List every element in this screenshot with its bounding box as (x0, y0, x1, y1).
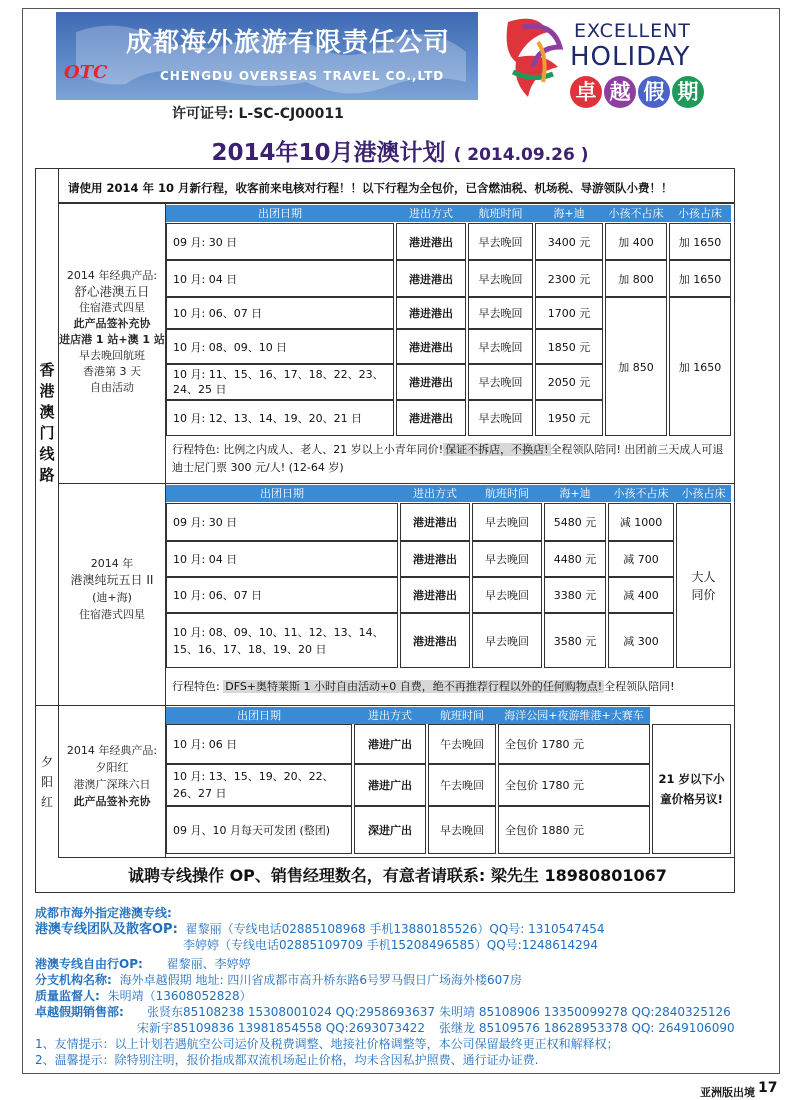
table-row-date: 10 月: 04 日 (166, 541, 398, 577)
product-line: 住宿港式四星 (79, 608, 145, 621)
brand-char: 越 (604, 76, 636, 108)
table-cell-price: 4480 元 (544, 541, 606, 577)
merged-text: 大人 (691, 569, 716, 584)
contact-row (35, 972, 755, 988)
table-row-date: 10 月: 12、13、14、19、20、21 日 (166, 400, 394, 436)
company-logo-banner (56, 12, 478, 100)
product-line: 港澳广深珠六日 (73, 778, 151, 791)
feature-text: 行程特色: (172, 680, 220, 693)
header-flight: 航班时间 (440, 709, 484, 722)
feature-highlight: 保证不拆店，不换店! (445, 443, 549, 456)
table-row-date: 09 月: 30 日 (166, 503, 398, 541)
table-cell-child-nobed: 减 1000 (608, 503, 674, 541)
header-price: 海+迪 (559, 487, 591, 500)
table-cell-child-bed-merged (676, 503, 731, 668)
brand-char: 假 (638, 76, 670, 108)
contact-label: 分支机构名称: (35, 973, 112, 987)
header-date: 出团日期 (237, 709, 281, 722)
table-cell-child-nobed-merged: 加 850 (605, 297, 667, 436)
table-cell-flight: 早去晚回 (468, 364, 533, 400)
table-cell-mode: 港进港出 (400, 541, 470, 577)
table-cell-flight: 早去晚回 (472, 541, 542, 577)
table-cell-price: 3380 元 (544, 577, 606, 613)
note-text: 童价格另议! (660, 792, 723, 806)
section2-header-row (166, 485, 731, 502)
table-cell-mode: 港进广出 (354, 764, 426, 806)
recruit-banner: 诚聘专线操作 OP、销售经理数名，有意者请联系: 梁先生 18980801067 (58, 857, 734, 892)
table-row-date: 10 月: 11、15、16、17、18、22、23、24、25 日 (166, 364, 394, 400)
contact-text: 翟黎丽（专线电话02885108968 手机13880185526）QQ号: 1310547454 (185, 922, 605, 936)
header-mode: 进出方式 (413, 487, 457, 500)
table-cell-child-bed-merged: 加 1650 (669, 297, 731, 436)
footer-publication: 亚洲版出境 (700, 1086, 755, 1099)
contact-label: 质量监督人: (35, 989, 100, 1003)
table-right-border (734, 168, 735, 893)
product-line: 香港第 3 天 (83, 365, 141, 378)
header-date: 出团日期 (260, 487, 304, 500)
feature-text: 全程领队陪同! (604, 680, 675, 693)
table-cell-child-note (652, 724, 731, 854)
title-date: ( 2014.09.26 ) (453, 145, 589, 165)
table-cell-child-nobed: 减 700 (608, 541, 674, 577)
header-price: 海+迪 (553, 207, 585, 220)
page-number: 17 (758, 1080, 778, 1096)
table-cell-price: 3580 元 (544, 613, 606, 668)
table-cell-mode: 深进广出 (354, 806, 426, 854)
feature-highlight: DFS+奥特莱斯 1 小时自由活动+0 自费，绝不再推荐行程以外的任何购物点! (225, 680, 603, 693)
table-cell-flight: 早去晚回 (472, 503, 542, 541)
section1-header-row (166, 205, 731, 222)
contact-row (35, 1020, 755, 1036)
contact-text: 翟黎丽、李婷婷 (166, 957, 251, 971)
brand-en-line2: HOLIDAY (570, 42, 691, 72)
license-number: 许可证号: L-SC-CJ00011 (172, 106, 344, 122)
brand-en-line1: EXCELLENT (574, 20, 691, 42)
table-cell-flight: 早去晚回 (468, 260, 533, 297)
table-cell-price: 1850 元 (535, 329, 603, 364)
header-date: 出团日期 (258, 207, 302, 220)
product-line: 2014 年 (90, 557, 134, 570)
table-cell-child-nobed: 加 400 (605, 223, 667, 260)
table-row-date: 10 月: 08、09、10 日 (166, 329, 394, 364)
product-line: 住宿港式四星 (79, 301, 145, 314)
table-cell-price: 1950 元 (535, 400, 603, 436)
region-char: 澳 (39, 403, 55, 421)
divider (58, 705, 735, 706)
contact-row (35, 988, 755, 1004)
region-label-hk-macau (36, 360, 58, 486)
table-row-date: 10 月: 13、15、19、20、22、26、27 日 (166, 764, 352, 806)
notice-text: 请使用 2014 年 10 月新行程，收客前来电核对行程！！以下行程为全包价，已含燃油税、机场税、导游领队小费！！ (58, 174, 734, 203)
product-line: 2014 年经典产品: (66, 744, 158, 757)
table-cell-price: 3400 元 (535, 223, 603, 260)
section1-feature (166, 437, 734, 483)
table-cell-mode: 港进港出 (396, 364, 466, 400)
table-row-date: 09 月、10 月每天可发团 (整团) (166, 806, 352, 854)
title-main: 2014年10月港澳计划 (211, 140, 446, 166)
divider (58, 483, 735, 484)
region-char: 夕 (40, 755, 53, 769)
product-line: 此产品签补充协 (73, 317, 151, 330)
table-cell-price: 全包价 1780 元 (498, 724, 650, 764)
tip-row: 1、友情提示：以上计划若遇航空公司运价及税费调整、地接社价格调整等，本公司保留最终更正权和解释权； (35, 1037, 619, 1051)
table-cell-flight: 早去晚回 (428, 806, 496, 854)
region-char: 路 (39, 466, 55, 484)
contact-text: 李婷婷（专线电话02885109709 手机15208496585）QQ号:1248614294 (183, 938, 599, 952)
header-child-bed: 小孩占床 (678, 207, 722, 220)
contact-label: 港澳专线自由行OP: (35, 957, 143, 971)
table-cell-flight: 早去晚回 (472, 613, 542, 668)
header-flight: 航班时间 (485, 487, 529, 500)
table-cell-child-bed: 加 1650 (669, 223, 731, 260)
table-cell-flight: 早去晚回 (472, 577, 542, 613)
table-row-date: 10 月: 06、07 日 (166, 577, 398, 613)
table-cell-price: 2050 元 (535, 364, 603, 400)
table-row-date: 10 月: 06 日 (166, 724, 352, 764)
contact-text: 张贤东85108238 15308001024 QQ:2958693637 (147, 1005, 435, 1019)
section2-product-info (59, 555, 165, 623)
contact-row (35, 956, 755, 972)
header-flight: 航班时间 (478, 207, 523, 220)
table-cell-mode: 港进广出 (354, 724, 426, 764)
table-cell-price: 全包价 1880 元 (498, 806, 650, 854)
product-line: 2014 年经典产品: (66, 269, 158, 282)
contacts-block (35, 905, 755, 1068)
table-cell-price: 5480 元 (544, 503, 606, 541)
table-cell-mode: 港进港出 (396, 400, 466, 436)
table-cell-child-nobed: 减 300 (608, 613, 674, 668)
region-char: 阳 (40, 775, 53, 789)
note-text: 21 岁以下小 (658, 772, 725, 786)
excellent-holiday-logo (498, 12, 728, 110)
table-cell-mode: 港进港出 (400, 613, 470, 668)
brand-swirl-icon (498, 12, 570, 108)
product-line: 早去晚回航班 (79, 349, 145, 362)
table-cell-child-nobed: 减 400 (608, 577, 674, 613)
product-name: 港澳纯玩五日 II (70, 573, 154, 587)
region-char: 红 (40, 795, 53, 809)
table-cell-mode: 港进港出 (396, 260, 466, 297)
brand-char: 卓 (570, 76, 602, 108)
table-cell-mode: 港进港出 (400, 577, 470, 613)
table-cell-mode: 港进港出 (400, 503, 470, 541)
table-row-date: 09 月: 30 日 (166, 223, 394, 260)
tip-row: 2、温馨提示：除特别注明，报价指成都双流机场起止价格，均未含因私护照费、通行证办证费. (35, 1053, 539, 1067)
contact-label: 卓越假期销售部: (35, 1005, 124, 1019)
feature-text: 全程领队陪同! 出团前三天成人可退迪士尼门票 300 元/人! (12-64 岁) (172, 443, 724, 474)
table-cell-price: 2300 元 (535, 260, 603, 297)
table-top-border (35, 168, 735, 169)
section3-header-row (166, 707, 650, 724)
region-char: 香 (39, 361, 55, 379)
region-split (35, 705, 59, 706)
region-char: 门 (39, 424, 55, 442)
contact-row (35, 921, 755, 937)
table-row-date: 10 月: 08、09、10、11、12、13、14、15、16、17、18、19、20 日 (166, 613, 398, 668)
region-char: 线 (39, 445, 55, 463)
brand-cn (570, 76, 704, 108)
region-label-sunset (36, 752, 58, 812)
table-cell-flight: 午去晚回 (428, 764, 496, 806)
table-row-date: 10 月: 04 日 (166, 260, 394, 297)
section3-product-info (59, 742, 165, 810)
table-row-date: 10 月: 06、07 日 (166, 297, 394, 329)
table-cell-flight: 早去晚回 (468, 297, 533, 329)
section1-product-info (59, 268, 165, 396)
company-name-cn: 成都海外旅游有限责任公司 (126, 28, 451, 58)
contact-label: 港澳专线团队及散客OP: (35, 922, 178, 937)
table-cell-flight: 早去晚回 (468, 223, 533, 260)
header-child-nobed: 小孩不占床 (608, 207, 664, 220)
header-child-bed: 小孩占床 (681, 487, 726, 500)
merged-text: 同价 (691, 587, 716, 602)
header-mode: 进出方式 (368, 709, 412, 722)
table-cell-mode: 港进港出 (396, 329, 466, 364)
header-package: 海洋公园+夜游维港+大赛车 (504, 709, 644, 722)
divider (58, 203, 735, 204)
table-cell-price: 1700 元 (535, 297, 603, 329)
feature-text: 行程特色: 比例之内成人、老人、21 岁以上小青年同价! (172, 443, 444, 456)
table-cell-mode: 港进港出 (396, 297, 466, 329)
table-cell-mode: 港进港出 (396, 223, 466, 260)
product-line: 进店港 1 站+澳 1 站 (59, 333, 165, 346)
region-char: 港 (39, 382, 55, 400)
contacts-heading: 成都市海外指定港澳专线: (35, 906, 172, 920)
product-line: 自由活动 (90, 381, 134, 394)
brand-char: 期 (672, 76, 704, 108)
page-title (0, 134, 800, 167)
product-line: 此产品签补充协 (73, 795, 151, 808)
contact-text: 宋新宇85109836 13981854558 QQ:2693073422 (137, 1021, 425, 1035)
contact-text: 朱明靖（13608052828） (107, 989, 252, 1003)
table-cell-price: 全包价 1780 元 (498, 764, 650, 806)
contact-text: 张继龙 85109576 18628953378 QQ: 2649106090 (439, 1021, 735, 1035)
product-line: (迪+海) (92, 591, 132, 604)
company-name-en: CHENGDU OVERSEAS TRAVEL CO.,LTD (160, 69, 445, 83)
product-name: 夕阳红 (95, 761, 129, 774)
section2-feature (166, 670, 734, 704)
otc-logo: OTC (64, 62, 108, 83)
contact-row (35, 1004, 755, 1020)
contact-text: 海外卓越假期 地址: 四川省成都市高升桥东路6号罗马假日广场海外楼607房 (119, 973, 522, 987)
header-mode: 进出方式 (409, 207, 453, 220)
table-cell-child-bed: 加 1650 (669, 260, 731, 297)
table-cell-flight: 早去晚回 (468, 329, 533, 364)
header-child-nobed: 小孩不占床 (613, 487, 669, 500)
product-name: 舒心港澳五日 (74, 284, 150, 299)
contact-row (35, 937, 755, 953)
table-cell-flight: 午去晚回 (428, 724, 496, 764)
contact-text: 朱明靖 85108906 13350099278 QQ:2840325126 (439, 1005, 731, 1019)
table-cell-child-nobed: 加 800 (605, 260, 667, 297)
table-cell-flight: 早去晚回 (468, 400, 533, 436)
